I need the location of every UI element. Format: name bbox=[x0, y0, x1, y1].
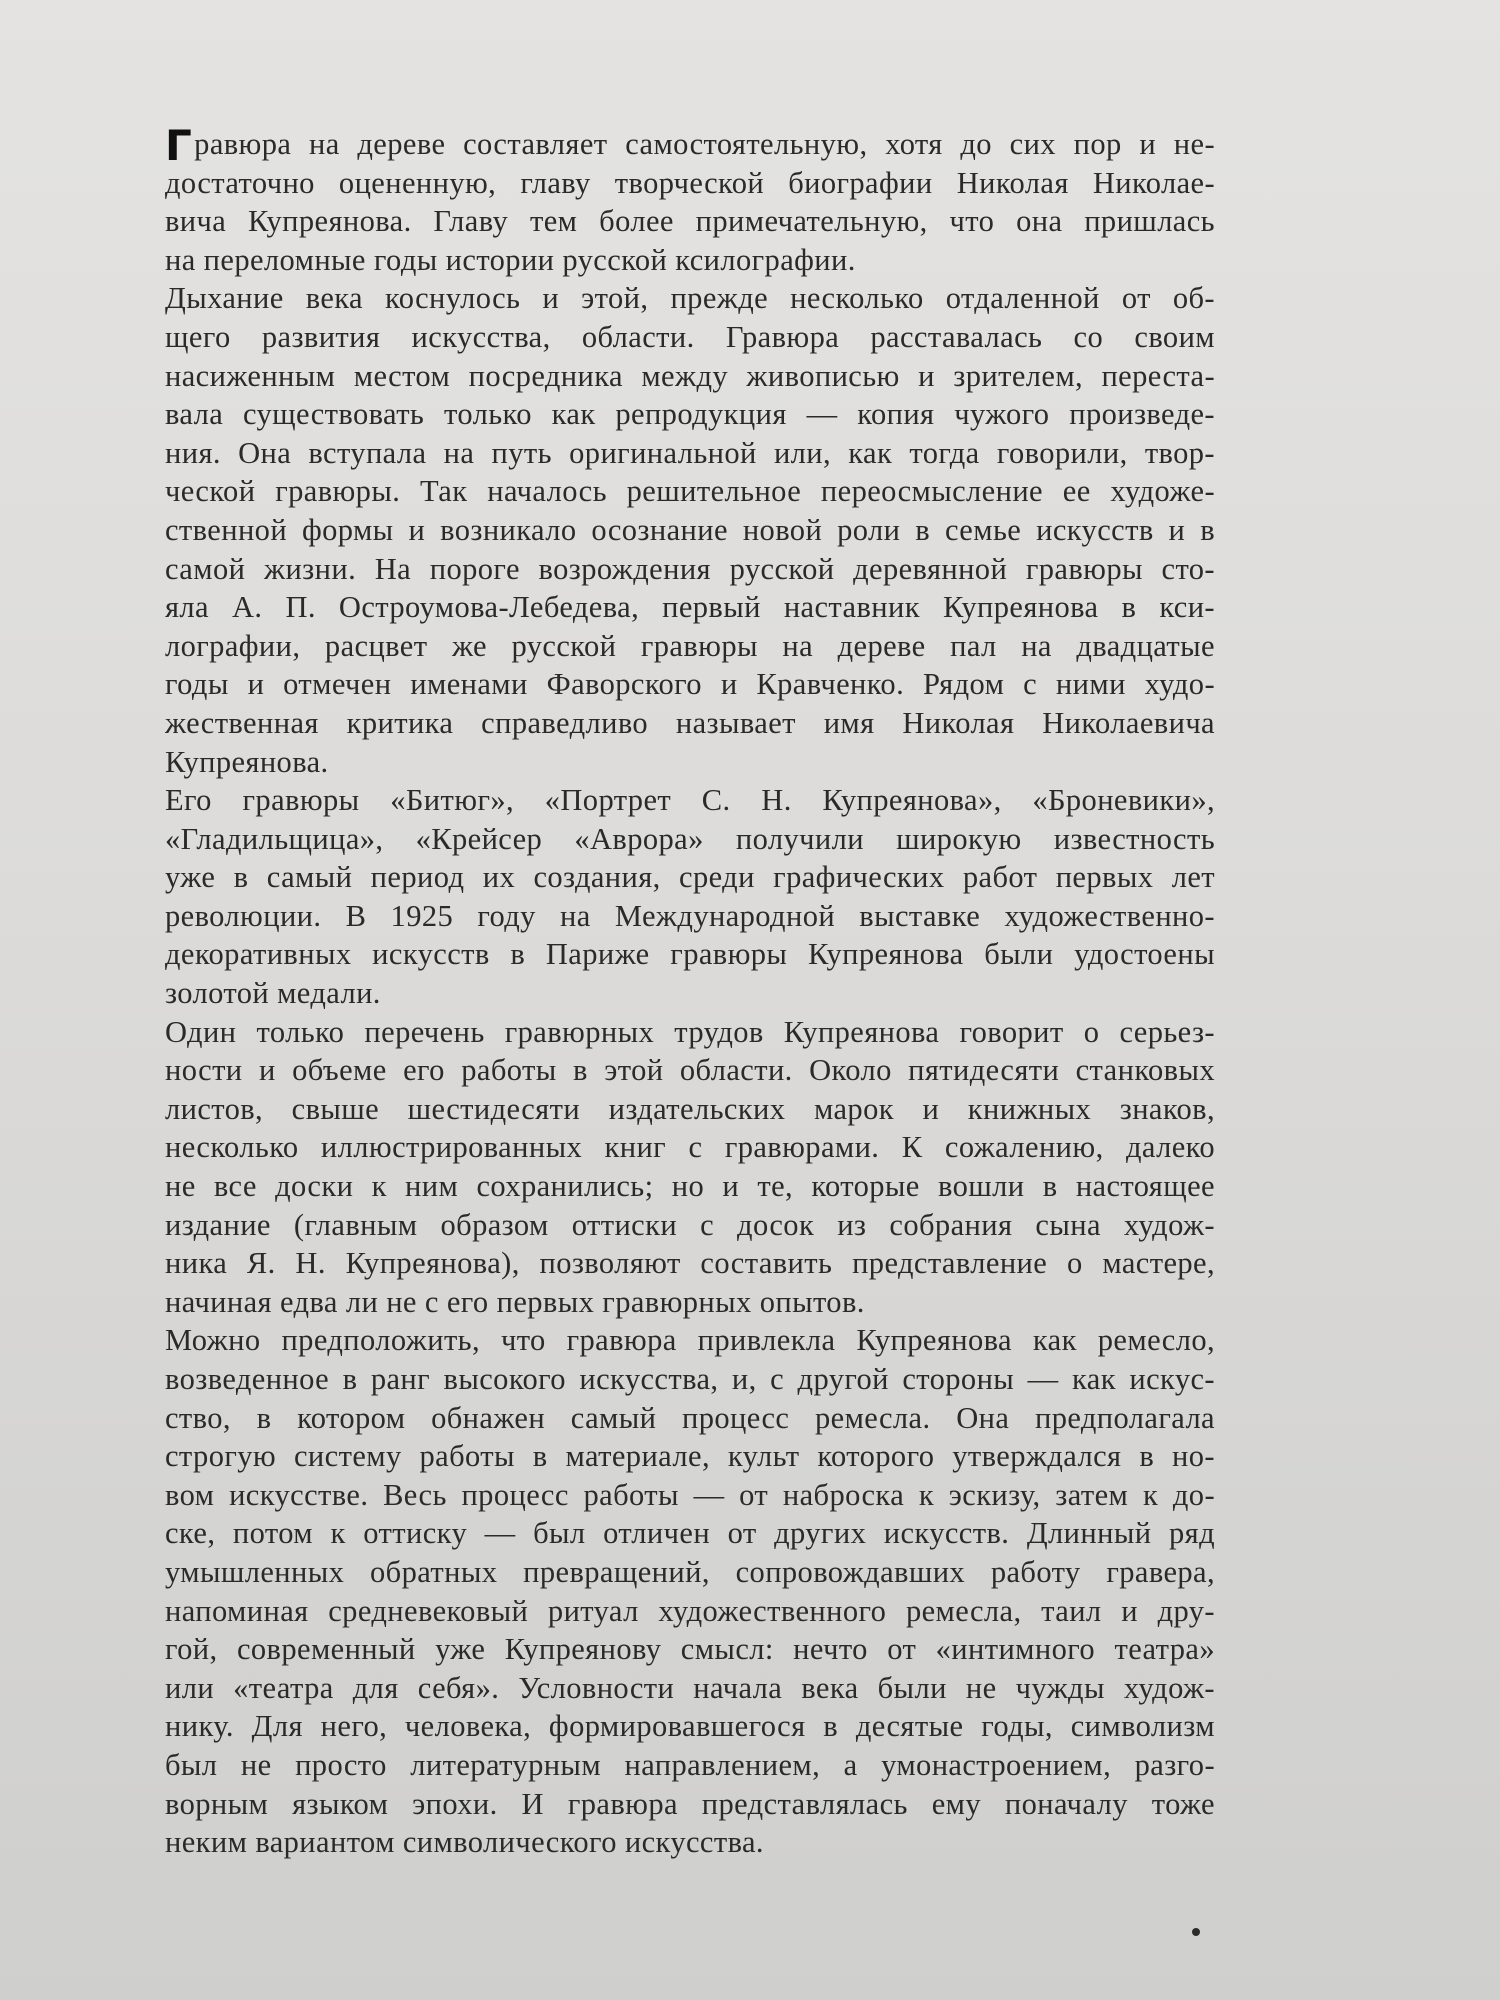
text-line: ческой гравюры. Так началось решительное переосмысление ее художе- bbox=[165, 474, 1215, 509]
text-line: нику. Для него, человека, формировавшегося в десятые годы, символизм bbox=[165, 1709, 1215, 1744]
body-text bbox=[165, 121, 1215, 1862]
text-line: яла А. П. Остроумова-Лебедева, первый наставник Купреянова в кси- bbox=[165, 590, 1215, 625]
text-line: ске, потом к оттиску — был отличен от других искусств. Длинный ряд bbox=[165, 1516, 1215, 1551]
text-line: возведенное в ранг высокого искусства, и, с другой стороны — как искус- bbox=[165, 1362, 1215, 1396]
text-line: годы и отмечен именами Фаворского и Кравченко. Рядом с ними худо- bbox=[165, 667, 1215, 702]
text-line: неким вариантом символического искусства. bbox=[165, 1825, 764, 1860]
text-line: жественная критика справедливо называет имя Николая Николаевича bbox=[165, 705, 1215, 740]
text-line: ворным языком эпохи. И гравюра представлялась ему поначалу тоже bbox=[165, 1786, 1215, 1821]
text-line: был не просто литературным направлением, а умонастроением, разго- bbox=[165, 1747, 1215, 1782]
text-line: Дыхание века коснулось и этой, прежде несколько отдаленной от об- bbox=[165, 281, 1215, 316]
text-line: ственной формы и возникало осознание новой роли в семье искусств и в bbox=[165, 512, 1215, 547]
text-line: насиженным местом посредника между живописью и зрителем, переста- bbox=[165, 358, 1215, 393]
text-line: несколько иллюстрированных книг с гравюрами. К сожалению, далеко bbox=[165, 1130, 1215, 1165]
text-line: строгую систему работы в материале, культ которого утверждался в но- bbox=[165, 1439, 1215, 1474]
text-line: напоминая средневековый ритуал художественного ремесла, таил и дру- bbox=[165, 1593, 1215, 1628]
text-line: достаточно оцененную, главу творческой биографии Николая Николае- bbox=[165, 165, 1215, 200]
text-line: вича Купреянова. Главу тем более примечательную, что она пришлась bbox=[165, 204, 1215, 239]
text-line: Купреянова. bbox=[165, 744, 329, 779]
text-line: вала существовать только как репродукция — копия чужого произведе- bbox=[165, 397, 1215, 432]
text-line: издание (главным образом оттиски с досок из собрания сына худож- bbox=[165, 1207, 1215, 1242]
paragraph-3 bbox=[165, 781, 1215, 1013]
text-line: начиная едва ли не с его первых гравюрных опытов. bbox=[165, 1284, 865, 1319]
paragraph-4 bbox=[165, 1013, 1215, 1322]
text-line: гой, современный уже Купреянову смысл: нечто от «интимного театра» bbox=[165, 1632, 1215, 1667]
text-line: самой жизни. На пороге возрождения русской деревянной гравюры сто- bbox=[165, 551, 1215, 586]
text-line: уже в самый период их создания, среди графических работ первых лет bbox=[165, 860, 1215, 895]
text-line: умышленных обратных превращений, сопровождавших работу гравера, bbox=[165, 1554, 1215, 1589]
text-line: «Гладильщица», «Крейсер «Аврора» получили широкую известность bbox=[165, 821, 1215, 856]
paragraph-2 bbox=[165, 279, 1215, 781]
text-line: ности и объеме его работы в этой области. Около пятидесяти станковых bbox=[165, 1053, 1215, 1088]
text-line: щего развития искусства, области. Гравюра расставалась со своим bbox=[165, 319, 1215, 354]
text-line: или «театра для себя». Условности начала века были не чужды худож- bbox=[165, 1670, 1215, 1705]
text-line: лографии, расцвет же русской гравюры на дереве пал на двадцатые bbox=[165, 628, 1215, 663]
drop-cap-initial: Г bbox=[165, 121, 193, 170]
text-line: вом искусстве. Весь процесс работы — от наброска к эскизу, затем к до- bbox=[165, 1477, 1215, 1512]
paragraph-5 bbox=[165, 1321, 1215, 1861]
text-line: на переломные годы истории русской ксилографии. bbox=[165, 242, 856, 277]
text-line: революции. В 1925 году на Международной выставке художественно- bbox=[165, 898, 1215, 933]
text-line: Один только перечень гравюрных трудов Купреянова говорит о серьез- bbox=[165, 1014, 1215, 1049]
text-line: ника Я. Н. Купреянова), позволяют составить представление о мастере, bbox=[165, 1246, 1215, 1281]
text-line bbox=[165, 121, 1215, 170]
text-line: листов, свыше шестидесяти издательских марок и книжных знаков, bbox=[165, 1091, 1215, 1126]
page-dot-mark bbox=[1192, 1928, 1200, 1936]
text-line: ния. Она вступала на путь оригинальной или, как тогда говорили, твор- bbox=[165, 435, 1215, 470]
text-line-content: равюра на дереве составляет самостоятельную, хотя до сих пор и не- bbox=[194, 127, 1215, 161]
text-line: золотой медали. bbox=[165, 976, 381, 1011]
text-line: Можно предположить, что гравюра привлекла Купреянова как ремесло, bbox=[165, 1323, 1215, 1358]
text-line: декоративных искусств в Париже гравюры Купреянова были удостоены bbox=[165, 937, 1215, 972]
text-line: не все доски к ним сохранились; но и те, которые вошли в настоящее bbox=[165, 1169, 1215, 1204]
text-line: ство, в котором обнажен самый процесс ремесла. Она предполагала bbox=[165, 1400, 1215, 1435]
text-line: Его гравюры «Битюг», «Портрет С. Н. Купреянова», «Броневики», bbox=[165, 783, 1215, 818]
paragraph-1 bbox=[165, 121, 1215, 279]
